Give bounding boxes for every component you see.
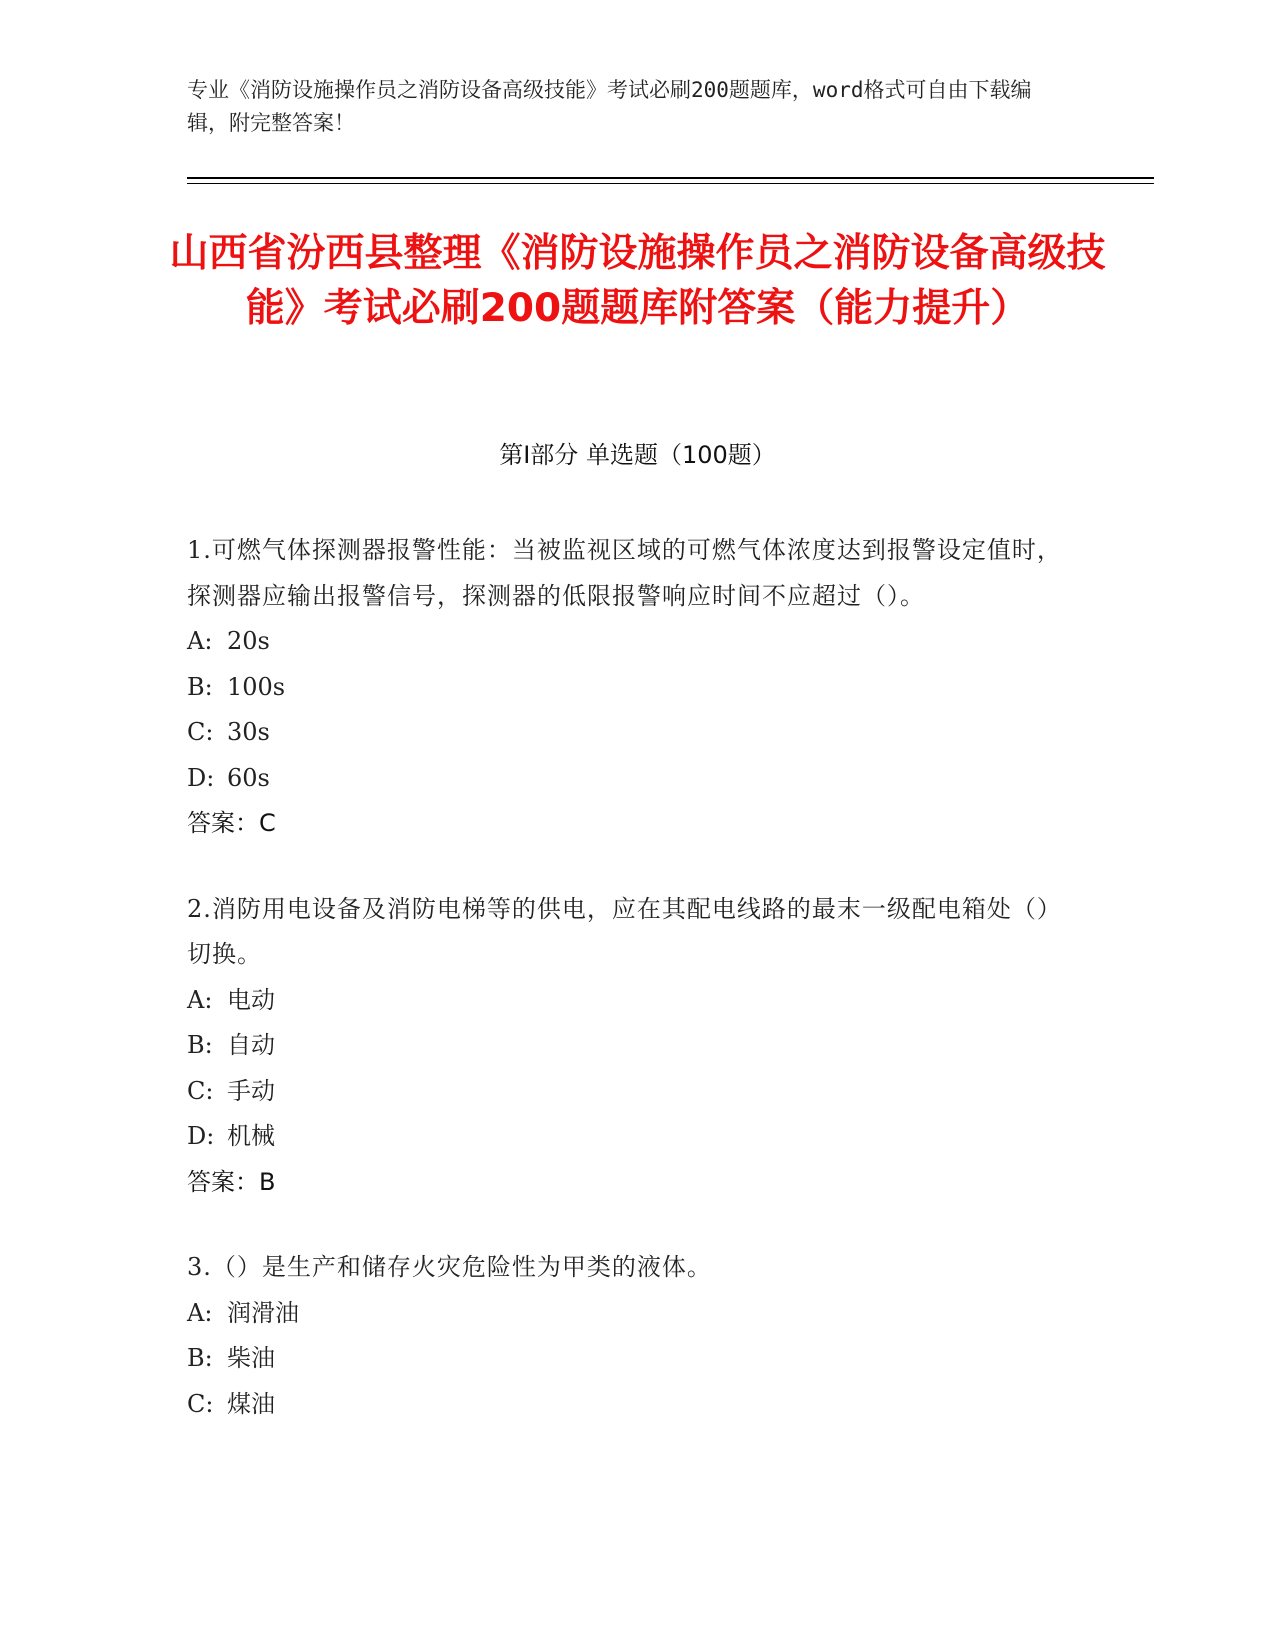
option-b	[187, 1023, 1067, 1069]
option-text: 电动	[227, 985, 275, 1014]
option-letter: B:	[187, 1031, 213, 1059]
option-a	[187, 978, 1067, 1024]
header-divider-thin	[187, 183, 1154, 184]
header-divider-thick	[187, 177, 1154, 179]
option-d	[187, 756, 1067, 802]
question-stem: 1.可燃气体探测器报警性能：当被监视区域的可燃气体浓度达到报警设定值时，探测器应输出报警信号，探测器的低限报警响应时间不应超过（）。	[187, 536, 1062, 610]
option-text: 柴油	[227, 1344, 275, 1372]
option-text: 20s	[227, 627, 270, 655]
option-b	[187, 1336, 1067, 1382]
question-2	[187, 887, 1067, 1206]
option-c	[187, 1382, 1067, 1428]
option-text: 机械	[227, 1122, 275, 1150]
header-note: 专业《消防设施操作员之消防设备高级技能》考试必刷200题题库，word格式可自由下载编辑，附完整答案！	[187, 78, 1032, 135]
question-1	[187, 528, 1067, 847]
option-letter: C:	[187, 1389, 214, 1418]
option-letter: C:	[187, 1076, 214, 1105]
answer: 答案：C	[187, 809, 276, 837]
option-letter: D:	[187, 1122, 215, 1150]
answer: 答案：B	[187, 1167, 276, 1196]
option-d	[187, 1114, 1067, 1160]
question-3	[187, 1245, 1067, 1427]
question-stem: 2.消防用电设备及消防电梯等的供电，应在其配电线路的最末一级配电箱处（）切换。	[187, 894, 1062, 968]
option-text: 30s	[227, 718, 270, 746]
option-text: 煤油	[227, 1389, 275, 1418]
option-a	[187, 619, 1067, 665]
option-letter: A:	[187, 1298, 213, 1327]
option-letter: B:	[187, 1344, 213, 1372]
option-c	[187, 1069, 1067, 1115]
option-letter: B:	[187, 672, 213, 701]
option-text: 润滑油	[227, 1298, 299, 1327]
option-letter: A:	[187, 627, 213, 655]
question-list	[187, 528, 1067, 1467]
option-text: 自动	[227, 1031, 275, 1059]
option-letter: C:	[187, 718, 214, 746]
document-title: 山西省汾西县整理《消防设施操作员之消防设备高级技能》考试必刷200题题库附答案（能力提升）	[169, 231, 1106, 331]
option-text: 60s	[227, 763, 270, 792]
option-b	[187, 665, 1067, 711]
option-a	[187, 1291, 1067, 1337]
section-title: 第Ⅰ部分 单选题（100题）	[499, 441, 776, 469]
option-text: 手动	[227, 1076, 275, 1105]
option-c	[187, 710, 1067, 756]
option-text: 100s	[227, 672, 286, 701]
option-letter: A:	[187, 985, 213, 1014]
question-stem: 3.（）是生产和储存火灾危险性为甲类的液体。	[187, 1253, 712, 1281]
option-letter: D:	[187, 763, 215, 792]
